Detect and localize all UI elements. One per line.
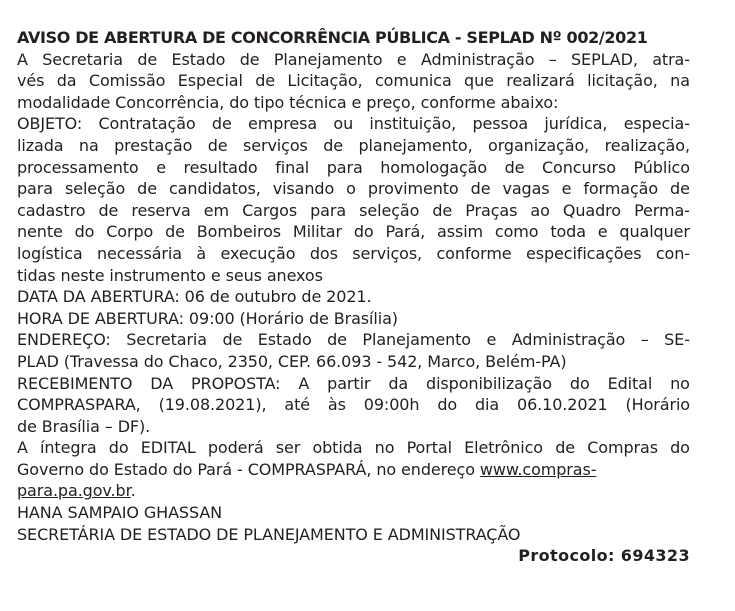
edital-line-3: [17, 480, 690, 502]
edital-line-2: [17, 459, 690, 481]
edital-line-3-suffix: .: [130, 481, 136, 501]
intro-line-1: A Secretaria de Estado de Planejamento e Administração – SEPLAD, atra-: [17, 49, 690, 69]
intro-line-3: modalidade Concorrência, do tipo técnica e preço, conforme abaixo:: [17, 92, 559, 112]
recebimento-line-1: RECEBIMENTO DA PROPOSTA: A partir da disponibilização do Edital no: [17, 373, 690, 393]
objeto-line-2: lizada na prestação de serviços de planejamento, organização, realização,: [17, 135, 690, 155]
signatory-title: SECRETÁRIA DE ESTADO DE PLANEJAMENTO E ADMINISTRAÇÃO: [17, 524, 521, 544]
endereco-line-2: PLAD (Travessa do Chaco, 2350, CEP. 66.093 - 542, Marco, Belém-PA): [17, 351, 567, 371]
signatory-name: HANA SAMPAIO GHASSAN: [17, 503, 223, 523]
objeto-line-3: processamento e resultado final para homologação de Concurso Público: [17, 157, 690, 177]
edital-line-1: A íntegra do EDITAL poderá ser obtida no Portal Eletrônico de Compras do: [17, 438, 690, 458]
recebimento-line-2: COMPRASPARA, (19.08.2021), até às 09:00h do dia 06.10.2021 (Horário: [17, 395, 690, 415]
edital-line-2-text: Governo do Estado do Pará - COMPRASPARÁ, no endereço: [17, 459, 480, 479]
objeto-line-1: OBJETO: Contratação de empresa ou instituição, pessoa jurídica, especia-: [17, 114, 690, 134]
public-notice: [17, 27, 690, 567]
compras-para-link-part-1[interactable]: www.compras-: [479, 459, 597, 479]
objeto-line-8: tidas neste instrumento e seus anexos: [17, 265, 323, 285]
recebimento-line-3: de Brasília – DF).: [17, 416, 151, 436]
endereco-line-1: ENDEREÇO: Secretaria de Estado de Planejamento e Administração – SE-: [17, 330, 690, 350]
objeto-line-4: para seleção de candidatos, visando o provimento de vagas e formação de: [17, 179, 690, 199]
notice-title: AVISO DE ABERTURA DE CONCORRÊNCIA PÚBLICA - SEPLAD Nº 002/2021: [17, 28, 648, 47]
objeto-line-5: cadastro de reserva em Cargos para seleção de Praças ao Quadro Perma-: [17, 200, 690, 220]
hora-abertura: HORA DE ABERTURA: 09:00 (Horário de Brasília): [17, 308, 398, 328]
objeto-line-7: logística necessária à execução dos serviços, conforme especificações con-: [17, 243, 690, 263]
protocol-number: Protocolo: 694323: [518, 546, 690, 566]
intro-line-2: vés da Comissão Especial de Licitação, comunica que realizará licitação, na: [17, 71, 690, 91]
compras-para-link-part-2[interactable]: para.pa.gov.br: [17, 481, 131, 501]
data-abertura: DATA DA ABERTURA: 06 de outubro de 2021.: [17, 287, 372, 307]
objeto-line-6: nente do Corpo de Bombeiros Militar do Pará, assim como toda e qualquer: [17, 222, 690, 242]
